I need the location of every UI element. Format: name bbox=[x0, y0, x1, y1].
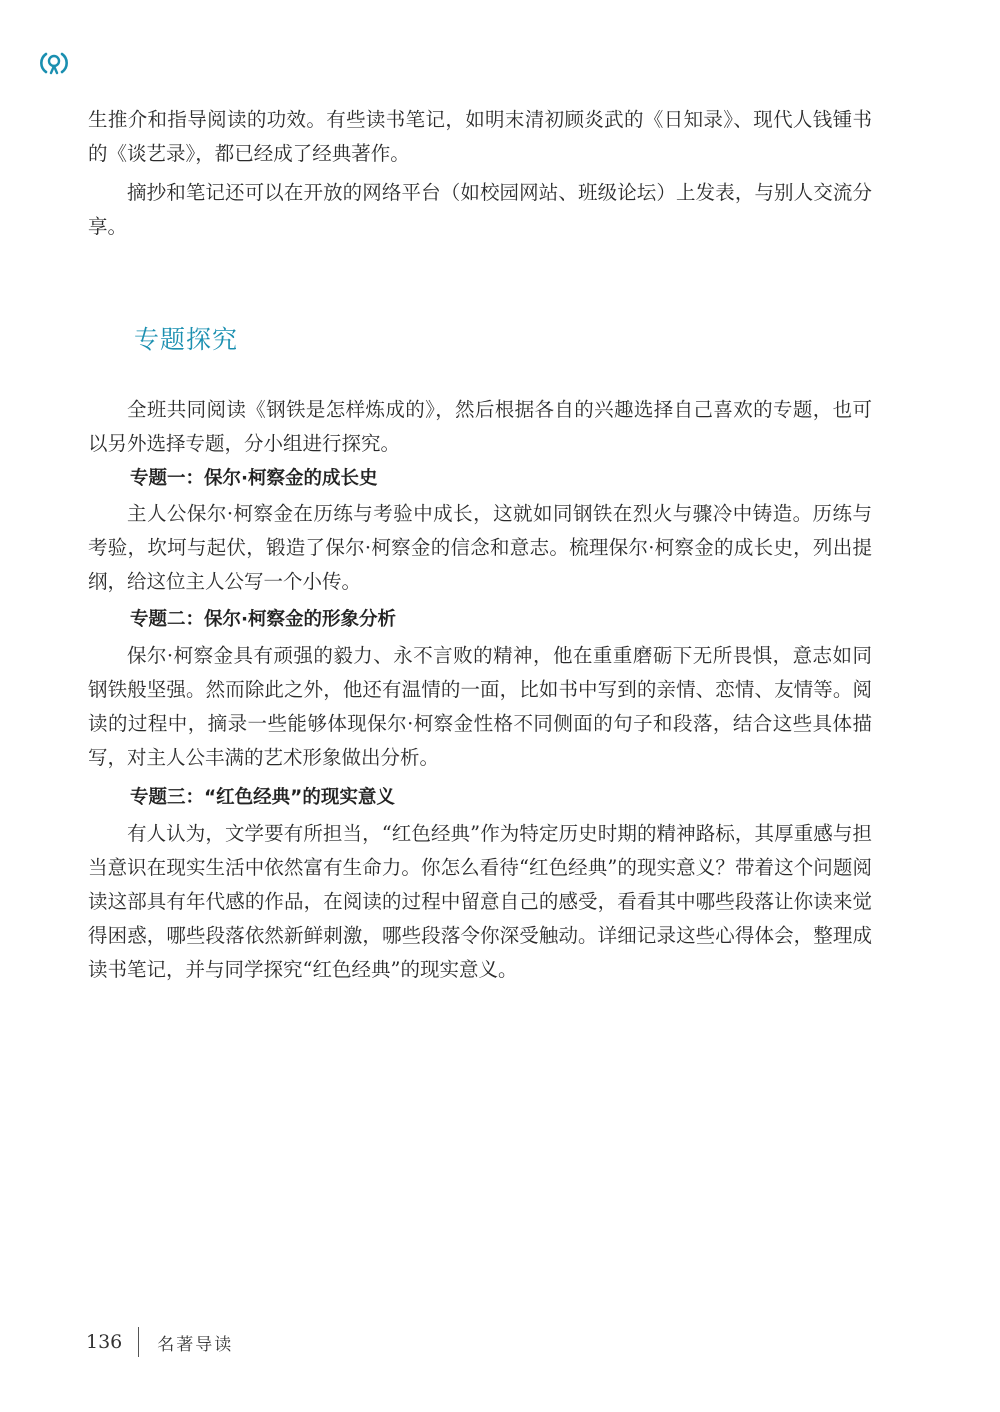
topic-2-body: 保尔·柯察金具有顽强的毅力、永不言败的精神，他在重重磨砺下无所畏惧，意志如同钢铁般坚强。然而除此之外，他还有温情的一面，比如书中写到的亲情、恋情、友情等。阅读的过程中，摘录一些能够体现保尔·柯察金性格不同侧面的句子和段落，结合这些具体描写，对主人公丰满的艺术形象做出分析。 bbox=[88, 644, 872, 769]
section-title: 专题探究 bbox=[134, 325, 239, 354]
footer-divider bbox=[138, 1327, 139, 1357]
topic-1-body: 主人公保尔·柯察金在历练与考验中成长，这就如同钢铁在烈火与骤冷中铸造。历练与考验，坎坷与起伏，锻造了保尔·柯察金的信念和意志。梳理保尔·柯察金的成长史，列出提纲，给这位主人公写一个小传。 bbox=[88, 502, 872, 593]
page-number: 136 bbox=[86, 1331, 123, 1353]
book-title: 名著导读 bbox=[157, 1334, 234, 1355]
reading-badge-icon bbox=[40, 50, 68, 76]
topic-1-heading: 专题一：保尔·柯察金的成长史 bbox=[130, 468, 378, 489]
topic-2-heading: 专题二：保尔·柯察金的形象分析 bbox=[130, 609, 397, 630]
page-footer bbox=[86, 1324, 233, 1360]
intro-paragraph-1: 生推介和指导阅读的功效。有些读书笔记，如明末清初顾炎武的《日知录》、现代人钱锺书的《谈艺录》，都已经成了经典著作。 bbox=[88, 108, 872, 165]
section-intro: 全班共同阅读《钢铁是怎样炼成的》，然后根据各自的兴趣选择自己喜欢的专题，也可以另外选择专题，分小组进行探究。 bbox=[88, 398, 872, 455]
topic-3-body: 有人认为，文学要有所担当，“红色经典”作为特定历史时期的精神路标，其厚重感与担当意识在现实生活中依然富有生命力。你怎么看待“红色经典”的现实意义？带着这个问题阅读这部具有年代感的作品，在阅读的过程中留意自己的感受，看看其中哪些段落让你读来觉得困惑，哪些段落依然新鲜刺激，哪些段落令你深受触动。详细记录这些心得体会，整理成读书笔记，并与同学探究“红色经典”的现实意义。 bbox=[88, 822, 872, 981]
topic-3-heading: 专题三：“红色经典”的现实意义 bbox=[130, 787, 395, 808]
intro-paragraph-2: 摘抄和笔记还可以在开放的网络平台（如校园网站、班级论坛）上发表，与别人交流分享。 bbox=[88, 181, 872, 238]
